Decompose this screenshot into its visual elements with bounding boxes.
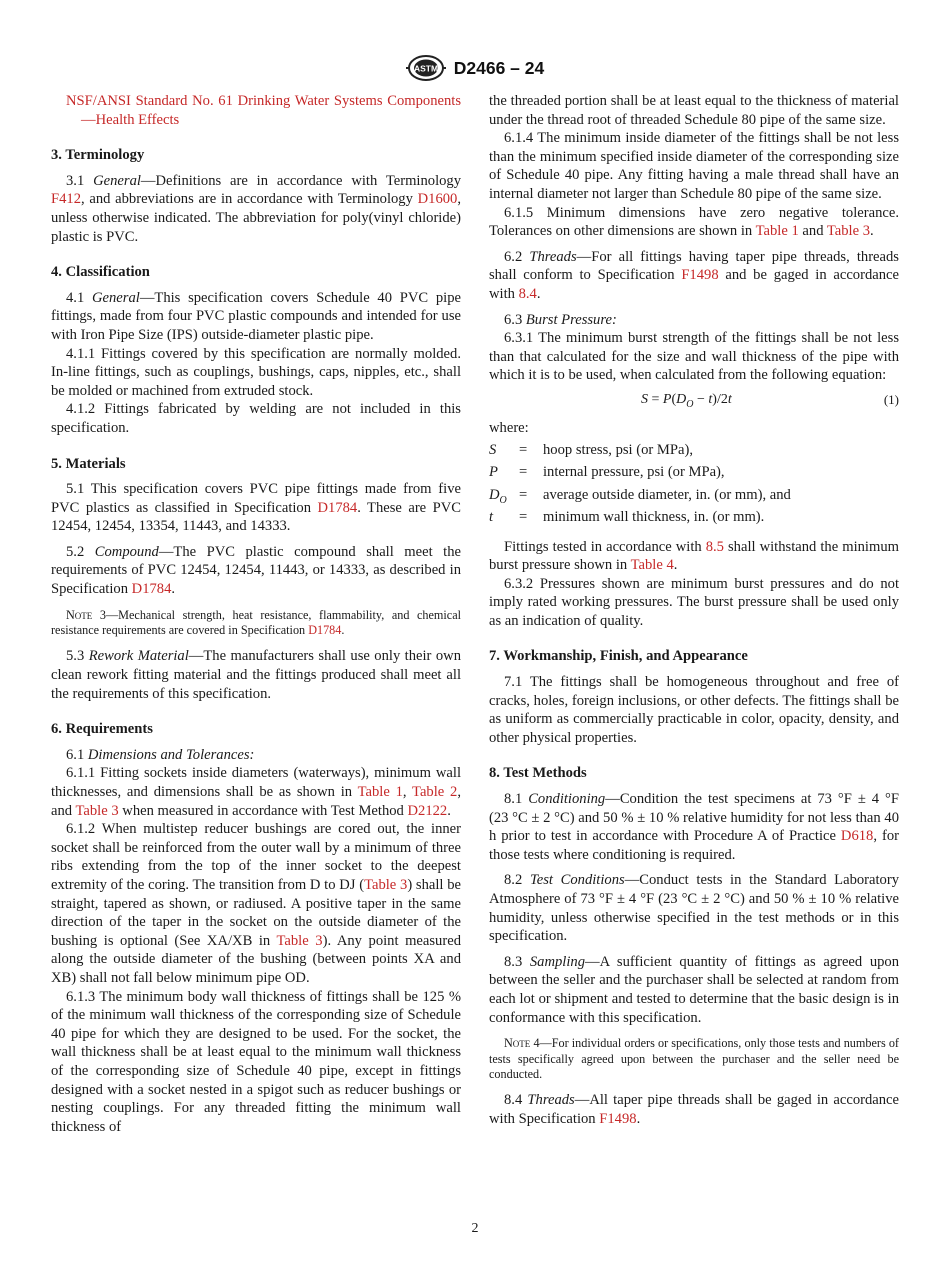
page-header [0,54,950,84]
d2122-link[interactable]: D2122 [407,802,448,819]
nsf-ansi-61-link[interactable]: NSF/ANSI Standard No. 61 Drinking Water Systems Components—Health Effects [66,93,462,128]
f412-link[interactable]: F412 [51,191,82,208]
para-5-3: 5.3 Rework Material—The manufacturers shall use only their own clean rework fitting material and the fittings produced shall meet all the requirements of this specification. [51,648,461,702]
section-8-4-link[interactable]: 8.4 [518,285,537,302]
para-4-1-1: 4.1.1 Fittings covered by this specification are normally molded. In-line fittings, such as couplings, bushings, caps, nipples, etc., shall be molded or machined from extruded stock. [51,345,461,399]
astm-logo-icon [406,54,446,82]
para-6-1: 6.1 Dimensions and Tolerances: [66,746,255,763]
section-7-heading: 7. Workmanship, Finish, and Appearance [489,648,748,665]
left-column [51,92,461,1136]
d1784-link[interactable]: D1784 [131,581,172,598]
para-6-1-4: 6.1.4 The minimum inside diameter of the fittings shall be not less than the minimum specified inside diameter of the corresponding size of Schedule 40 pipe. Any fitting having a male thread shall have an internal diameter not larger than Schedule 80 pipe of the same size. [489,130,899,202]
d618-link[interactable]: D618 [840,828,874,845]
para-6-1-2: 6.1.2 When multistep reducer bushings are cored out, the inner socket shall be reinforced from the outer wall by a minimum of three ribs extending from the top of the inner socket to the deepest extremity of the coring. The transition from D to DJ (Table 3) shall be straight, tapered as shown, or radiused. A positive taper in the same direction of the taper in the socket on the outside diameter of the bushing is optional (See XA/XB in Table 3). Any point measured along the outside diameter of the bushing (between points XA and XB) shall not fall below minimum pipe OD. [51,821,461,986]
table-3-link[interactable]: Table 3 [364,877,408,893]
equation-1 [489,391,899,413]
right-column [489,92,899,1129]
f1498-link[interactable]: F1498 [599,1110,637,1127]
table-1-link[interactable]: Table 1 [357,784,403,801]
svg-text:ASTM: ASTM [413,63,438,74]
para-8-1: 8.1 Conditioning—Condition the test specimens at 73 °F ± 4 °F (23 °C ± 2 °C) and 50 % ± 10 % relative humidity for not less than 40 h prior to test in accordance with Procedure A of Practice D618, for those tests where conditioning is required. [489,791,899,863]
note-3: Note 3—Mechanical strength, heat resistance, flammability, and chemical resistance requirements are covered in Specification D1784. [51,607,461,638]
table-3-link[interactable]: Table 3 [75,802,119,819]
para-4-1-2: 4.1.2 Fittings fabricated by welding are not included in this specification. [51,401,461,436]
section-8-heading: 8. Test Methods [489,765,587,782]
para-6-2: 6.2 Threads—For all fittings having taper pipe threads, threads shall conform to Specification F1498 and be gaged in accordance with 8.4. [489,248,899,302]
para-7-1: 7.1 The fittings shall be homogeneous throughout and free of cracks, holes, foreign inclusions, or other defects. The fittings shall be as uniform as commercially practicable in color, opacity, density, and other physical properties. [489,674,899,746]
f1498-link[interactable]: F1498 [681,267,719,284]
para-6-1-5: 6.1.5 Minimum dimensions have zero negative tolerance. Tolerances on other dimensions are shown in Table 1 and Table 3. [489,204,899,240]
note-4: Note 4—For individual orders or specifications, only those tests and numbers of tests specifically agreed upon between the purchaser and the seller need be conducted. [489,1036,899,1081]
para-6-3-2: 6.3.2 Pressures shown are minimum burst pressures and do not imply rated working pressures. The burst pressure shall be used only as an indication of quality. [489,575,899,629]
para-burst-test: Fittings tested in accordance with 8.5 shall withstand the minimum burst pressure shown in Table 4. [489,538,899,574]
d1600-link[interactable]: D1600 [417,191,458,208]
burst-equation: $S = P(D_O - t)/2t$ [641,391,732,410]
d1784-link[interactable]: D1784 [317,499,358,516]
section-3-heading: 3. Terminology [51,147,145,164]
table-3-link[interactable]: Table 3 [276,932,323,949]
definition-row: $D_O$ = average outside diameter, in. (or mm), and [489,486,791,506]
definition-row: t = minimum wall thickness, in. (or mm). [489,509,765,525]
para-4-1: 4.1 General—This specification covers Schedule 40 PVC pipe fittings, made from four PVC plastic compounds and intended for use with Iron Pipe Size (IPS) outside-diameter plastic pipe. [51,289,461,343]
para-8-2: 8.2 Test Conditions—Conduct tests in the Standard Laboratory Atmosphere of 73 °F ± 4 °F (23 °C ± 2 °C) and 50 % ± 10 % relative humidity, unless otherwise specified in the test methods or in this specification. [489,872,900,945]
where-label: where: [489,419,529,436]
page-number: 2 [471,1221,479,1236]
para-6-1-3: 6.1.3 The minimum body wall thickness of fittings shall be 125 % of the minimum wall thickness of the corresponding size of Schedule 40 pipe for which they are designed to be used. For the socket, the wall thickness shall be at least equal to the minimum wall thickness of the corresponding size of Schedule 40 pipe, except in fittings designed with a socket nested in a spigot such as reducer bushings or nesting couplings. For any threaded fitting the minimum wall thickness of [51,988,461,1135]
section-6-heading: 6. Requirements [51,721,153,738]
variable-definitions [489,442,899,532]
table-4-link[interactable]: Table 4 [630,557,674,574]
para-6-1-3-continued: the threaded portion shall be at least equal to the thickness of material under the thread root of threaded Schedule 80 pipe of the same size. [489,93,899,128]
equation-number: (1) [883,391,899,407]
section-4-heading: 4. Classification [51,264,150,281]
para-8-3: 8.3 Sampling—A sufficient quantity of fittings as agreed upon between the seller and the purchaser shall be selected at random from each lot or shipment and tested to determine that the basic design is in conformance with this specification. [489,953,900,1026]
d1784-link[interactable]: D1784 [308,623,342,638]
standard-designation: D2466 – 24 [453,57,545,78]
section-8-5-link[interactable]: 8.5 [705,538,724,555]
table-3-link[interactable]: Table 3 [826,223,871,240]
definition-row: P = internal pressure, psi (or MPa), [489,464,725,480]
section-5-heading: 5. Materials [51,455,126,472]
table-2-link[interactable]: Table 2 [412,784,458,801]
para-5-1: 5.1 This specification covers PVC pipe fittings made from five PVC plastics as classified in Specification D1784. These are PVC 12454, 12454, 13354, 11443, and 14333. [51,481,461,535]
para-8-4: 8.4 Threads—All taper pipe threads shall be gaged in accordance with Specification F1498. [489,1092,899,1127]
para-5-2: 5.2 Compound—The PVC plastic compound shall meet the requirements of PVC 12454, 12454, 11443, or 14333, as described in Specification D1784. [51,543,461,598]
para-6-3: 6.3 Burst Pressure: [504,311,617,328]
referenced-standard [51,92,461,129]
table-1-link[interactable]: Table 1 [755,223,799,240]
para-3-1: 3.1 General—Definitions are in accordance with Terminology F412, and abbreviations are in accordance with Terminology D1600, unless otherwise indicated. The abbreviation for poly(vinyl chloride) plastic is PVC. [51,172,462,245]
para-6-1-1: 6.1.1 Fitting sockets inside diameters (waterways), minimum wall thicknesses, and dimensions shall be as shown in Table 1, Table 2, and Table 3 when measured in accordance with Test Method D2122. [51,765,461,819]
para-6-3-1: 6.3.1 The minimum burst strength of the fittings shall be not less than that calculated for the size and wall thickness of the pipe with which it is to be used, when calculated from the following equation: [489,330,899,384]
definition-row: S = hoop stress, psi (or MPa), [489,441,693,458]
